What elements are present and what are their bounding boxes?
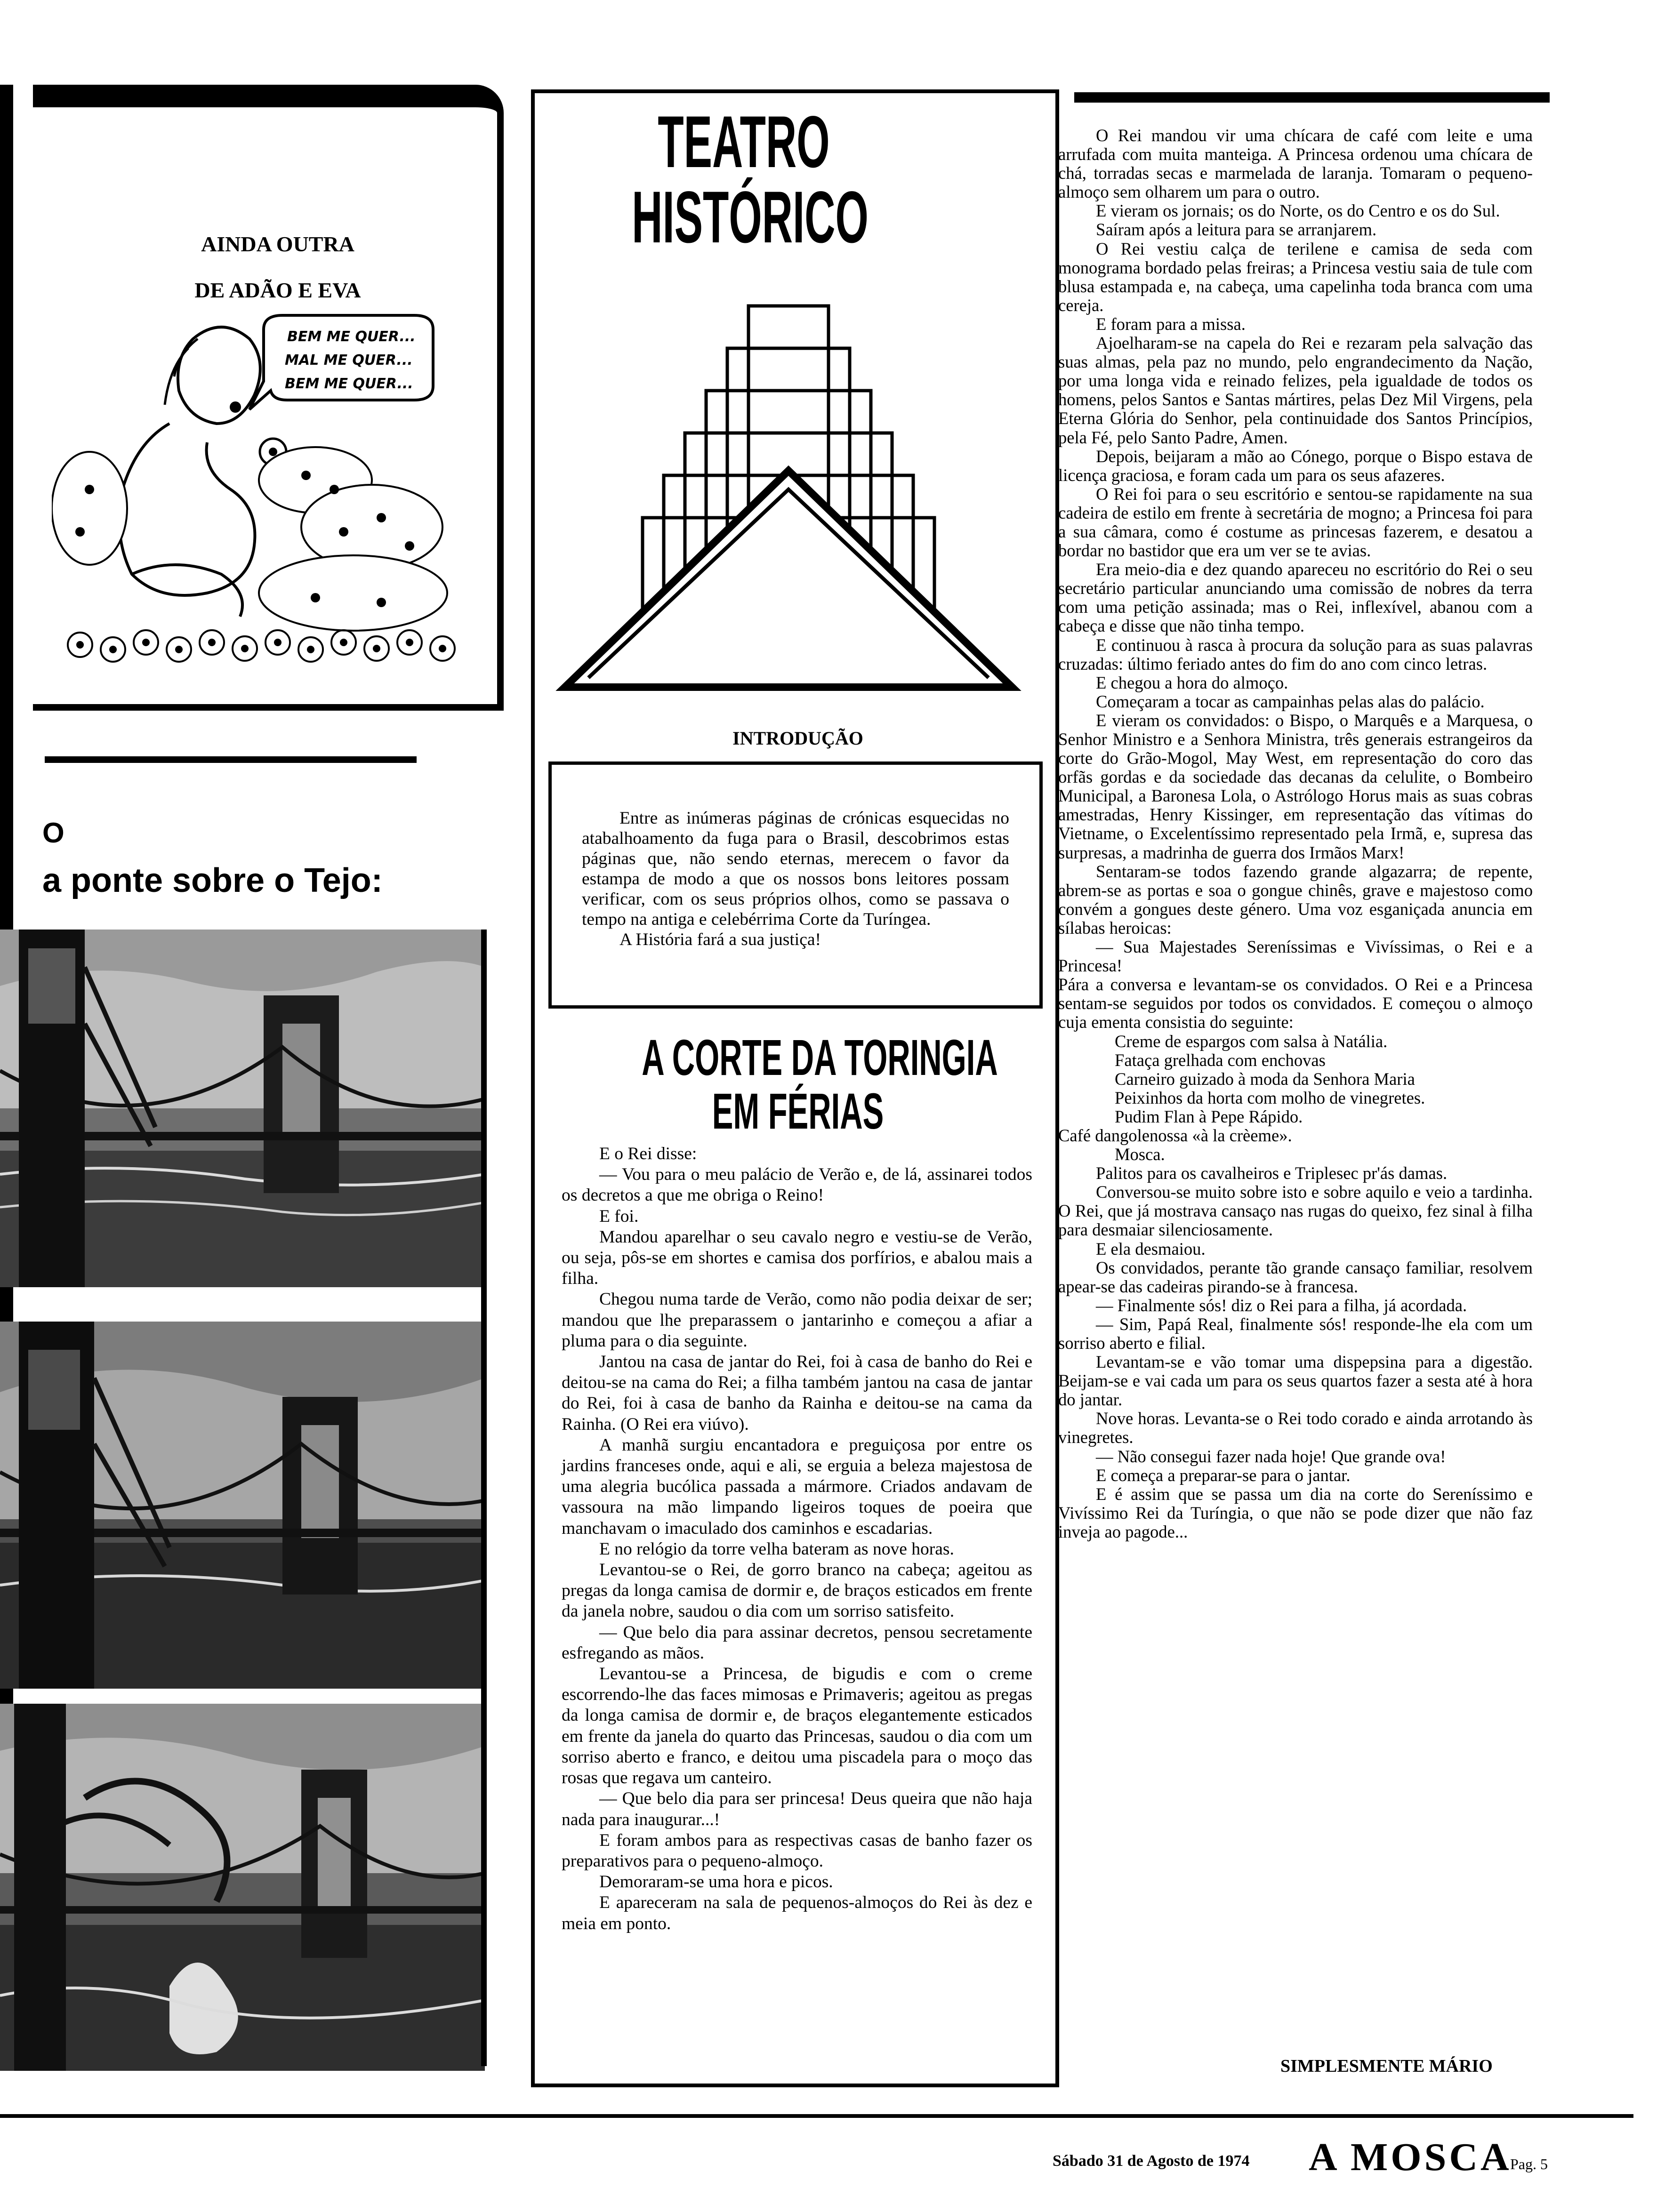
- footer-rule: [0, 2114, 1633, 2118]
- bridge-illustration-3: [0, 1704, 485, 2071]
- right-paragraph: Conversou-se muito sobre isto e sobre aquilo e veio a tardinha. O Rei, que já mostrava cansaço nas rugas do queixo, fez sinal à filha para desmaiar silenciosamente.: [1058, 1182, 1533, 1240]
- article-paragraph: Demoraram-se uma hora e picos.: [599, 1872, 833, 1892]
- right-paragraph: E ela desmaiou.: [1096, 1239, 1206, 1258]
- right-paragraph: E vieram os jornais; os do Norte, os do Centro e os do Sul.: [1096, 201, 1500, 221]
- left-column-right-border: [481, 930, 487, 2066]
- right-paragraph: E chegou a hora do almoço.: [1096, 673, 1288, 692]
- cartoon-title: [75, 221, 480, 313]
- right-paragraph: Pára a conversa e levantam-se os convidados. O Rei e a Princesa sentam-se seguidos por todos os convidados. E começou o almoço cuja ementa consistia do seguinte:: [1058, 975, 1533, 1032]
- menu-item: Creme de espargos com salsa à Natália.: [1115, 1031, 1388, 1051]
- right-paragraph: O Rei foi para o seu escritório e sentou-se rapidamente na sua cadeira de estilo em frente à secretária de mogno; a Princesa foi para a sua câmara, como é costume as princesas fazerem, e desatou a bordar no bastidor que era um ver se te avias.: [1058, 484, 1533, 561]
- cartoon-title-line1: AINDA OUTRA: [201, 232, 354, 256]
- right-paragraph: E vieram os convidados: o Bispo, o Marquês e a Marquesa, o Senhor Ministro e a Senhora Ministra, três generais estrangeiros da corte do Grão-Mogol, May West, em representação do coro das orfãs gordas e da sociedade das decanas da celulite, o Bombeiro Municipal, a Baronesa Lola, o Astrólogo Horus mais as suas cobras amestradas, Henry Kissinger, em representação das vítimas do Vietname, o Excelentíssimo representado pela Irmã, e, supresa das surpresas, a madrinha de guerra dos Irmãos Marx!: [1058, 710, 1533, 862]
- right-paragraph: Depois, beijaram a mão ao Cónego, porque o Bispo estava de licença graciosa, e foram cada um para os seus afazeres.: [1058, 446, 1533, 485]
- intro-box: [548, 761, 1043, 1009]
- right-column-top-rule: [1074, 92, 1550, 103]
- footer-page: Pag. 5: [1510, 2156, 1548, 2172]
- left-column: [0, 0, 532, 2108]
- article-paragraph: Jantou na casa de jantar do Rei, foi à casa de banho do Rei e deitou-se na cama do Rei; a filha também jantou na casa de jantar do Rei, foi à casa de banho da Rainha e deitou-se na cama da Rainha. (O Rei era viúvo).: [562, 1352, 1032, 1434]
- right-paragraph: E continuou à rasca à procura da solução para as suas palavras cruzadas: último feriado antes do fim do ano com cinco letras.: [1058, 635, 1533, 673]
- intro-paragraph-2: A História fará a sua justiça!: [619, 930, 821, 949]
- right-paragraph: Sentaram-se todos fazendo grande algazarra; de repente, abrem-se as portas e soa o gongue chinês, grave e majestoso como convém a gongues deste género. Uma voz esganiçada anuncia em sílabas heroicas:: [1058, 861, 1533, 938]
- article-paragraph: — Que belo dia para assinar decretos, pensou secretamente esfregando as mãos.: [562, 1622, 1032, 1663]
- right-paragraph: Era meio-dia e dez quando apareceu no escritório do Rei o seu secretário particular anunciando uma comissão de nobres da terra com uma petição assinada; mas o Rei, inflexível, abanou com a cabeça e disse que não tinha tempo.: [1058, 560, 1533, 636]
- signature: SIMPLESMENTE MÁRIO: [1280, 2056, 1493, 2076]
- intro-heading: INTRODUÇÃO: [732, 728, 863, 749]
- menu-item: Carneiro guizado à moda da Senhora Maria: [1115, 1069, 1415, 1089]
- article-body: [562, 1144, 1032, 1934]
- right-column-body: [1058, 126, 1533, 1541]
- teatro-title-line1: TEATRO: [658, 101, 830, 183]
- right-paragraph: — Sim, Papá Real, finalmente sós! responde-lhe ela com um sorriso aberto e filial.: [1058, 1314, 1533, 1353]
- article-paragraph: — Que belo dia para ser princesa! Deus queira que não haja nada para inaugurar...!: [562, 1789, 1032, 1829]
- article-title-line1: A CORTE DA TORINGIA: [642, 1029, 998, 1086]
- article-paragraph: Levantou-se o Rei, de gorro branco na cabeça; ageitou as pregas da longa camisa de dormir e, de braços esticados em frente da janela nobre, saudou o dia com um sorriso satisfeito.: [562, 1560, 1032, 1621]
- article-paragraph: Mandou aparelhar o seu cavalo negro e vestiu-se de Verão, ou seja, pôs-se em shortes e camisa dos porfírios, e abalou mais a filha.: [562, 1227, 1032, 1289]
- article-paragraph: E no relógio da torre velha bateram as nove horas.: [599, 1539, 954, 1559]
- menu-item: Fataça grelhada com enchovas: [1115, 1050, 1326, 1070]
- right-paragraph: E é assim que se passa um dia na corte do Sereníssimo e Vivíssimo Rei da Turíngia, o que não se pode dizer que não faz inveja ao pagode...: [1058, 1484, 1533, 1541]
- teatro-title-line2: HISTÓRICO: [632, 176, 869, 258]
- cartoon-title-line2: DE ADÃO E EVA: [194, 278, 361, 302]
- article-paragraph: E foi.: [599, 1206, 639, 1226]
- right-paragraph: Levantam-se e vão tomar uma dispepsina para a digestão. Beijam-se e vai cada um para os seus quartos fazer a sesta até à hora do jantar.: [1058, 1352, 1533, 1410]
- footer-date: Sábado 31 de Agosto de 1974: [1053, 2152, 1250, 2170]
- right-paragraph: O Rei mandou vir uma chícara de café com leite e uma arrufada com muita manteiga. A Princesa ordenou uma chícara de chá, torradas secas e marmelada de laranja. Tomaram o pequeno-almoço sem olharem um para o outro.: [1058, 126, 1533, 202]
- bridge-illustration-1: [0, 930, 485, 1287]
- article-paragraph: Chegou numa tarde de Verão, como não podia deixar de ser; mandou que lhe preparassem o jantarinho e começou a afiar a pluma para o dia seguinte.: [562, 1290, 1032, 1351]
- intro-paragraph-1: Entre as inúmeras páginas de crónicas esquecidas no atabalhoamento da fuga para o Brasil, descobrimos estas páginas que, não sendo eternas, merecem o favor da estampa de modo a que os nossos bons leitores possam verificar, com os seus próprios olhos, como se passava o tempo na antiga e celebérrima Corte da Turíngea.: [582, 809, 1009, 929]
- article-paragraph: E foram ambos para as respectivas casas de banho fazer os preparativos para o pequeno-almoço.: [562, 1830, 1032, 1871]
- right-paragraph: E começa a preparar-se para o jantar.: [1096, 1465, 1351, 1485]
- article-paragraph: E o Rei disse:: [599, 1144, 697, 1163]
- speech-line-3: BEM ME QUER...: [285, 376, 413, 392]
- section-rule: [45, 756, 417, 763]
- right-paragraph: Ajoelharam-se na capela do Rei e rezaram pela salvação das suas almas, pela paz no mundo, pelo engrandecimento da Nação, por uma longa vida e reinado felizes, pela igualdade de todos os homens, pelos Santos e Santas mártires, pelas Dez Mil Virgens, pela Eterna Glória do Senhor, pela continuidade dos Santos Princípios, pela Fé, pelo Santo Padre, Amen.: [1058, 333, 1533, 447]
- adam-eve-cartoon: [52, 311, 485, 668]
- right-paragraph: Café dangolenossa «à la crèeme».: [1058, 1125, 1292, 1145]
- right-paragraph: — Não consegui fazer nada hoje! Que grande ova!: [1096, 1446, 1446, 1466]
- right-paragraph: E foram para a missa.: [1096, 314, 1246, 334]
- right-paragraph: Saíram após a leitura para se arranjarem.: [1096, 220, 1377, 240]
- menu-item: Pudim Flan à Pepe Rápido.: [1115, 1106, 1303, 1126]
- menu-item: Peixinhos da horta com molho de vinegretes.: [1115, 1088, 1425, 1107]
- article-title-line2: EM FÉRIAS: [712, 1082, 884, 1139]
- right-paragraph: — Sua Majestades Sereníssimas e Vivíssimas, o Rei e a Princesa!: [1058, 937, 1533, 976]
- article-paragraph: E apareceram na sala de pequenos-almoços do Rei às dez e meia em ponto.: [562, 1893, 1032, 1933]
- menu-item: Mosca.: [1115, 1145, 1165, 1164]
- article-title: [546, 1031, 1050, 1138]
- right-paragraph: O Rei vestiu calça de terilene e camisa de seda com monograma bordado pelas freiras; a Princesa vestiu saia de tule com blusa estampada e, na cabeça, uma capelinha toda branca com uma cereja.: [1058, 239, 1533, 315]
- bridge-illustration-2: [0, 1322, 485, 1689]
- right-paragraph: Começaram a tocar as campainhas pelas alas do palácio.: [1096, 691, 1485, 711]
- right-paragraph: Nove horas. Levanta-se o Rei todo corado e ainda arrotando às vinegretes.: [1058, 1409, 1533, 1447]
- article-paragraph: — Vou para o meu palácio de Verão e, de lá, assinarei todos os decretos a que me obriga o Reino!: [562, 1165, 1032, 1205]
- right-paragraph: — Finalmente sós! diz o Rei para a filha, já acordada.: [1096, 1295, 1467, 1315]
- article-paragraph: A manhã surgiu encantadora e preguiçosa por entre os jardins franceses onde, aqui e ali, se erguia a beleza majestosa de uma alegria bucólica passada a mármore. Criados andavam de vassoura na mão limpando ligeiros toques de poeira que manchavam o imaculado dos caminhos e escadarias.: [562, 1435, 1032, 1538]
- footer-masthead: A MOSCA: [1309, 2135, 1512, 2179]
- right-paragraph: Os convidados, perante tão grande cansaço familiar, resolvem apear-se das cadeiras pirando-se à francesa.: [1058, 1258, 1533, 1296]
- left-heading-line1: O: [42, 817, 64, 849]
- article-paragraph: Levantou-se a Princesa, de bigudis e com o creme escorrendo-lhe das faces mimosas e Primaveris; ageitou as pregas da longa camisa de dormir e, de braços elegantemente esticados em frente da janela do quarto das Princesas, saudou o dia com um sorriso aberto e franco, e deitou uma piscadela para o moço das rosas que regava um canteiro.: [562, 1664, 1032, 1788]
- teatro-title: [551, 101, 937, 258]
- speech-line-1: BEM ME QUER...: [287, 329, 416, 345]
- stepped-roof-illustration: [546, 301, 1050, 701]
- left-heading-line2: a ponte sobre o Tejo:: [42, 862, 383, 899]
- speech-line-2: MAL ME QUER...: [285, 352, 413, 369]
- right-paragraph: Palitos para os cavalheiros e Triplesec pr'ás damas.: [1096, 1163, 1448, 1183]
